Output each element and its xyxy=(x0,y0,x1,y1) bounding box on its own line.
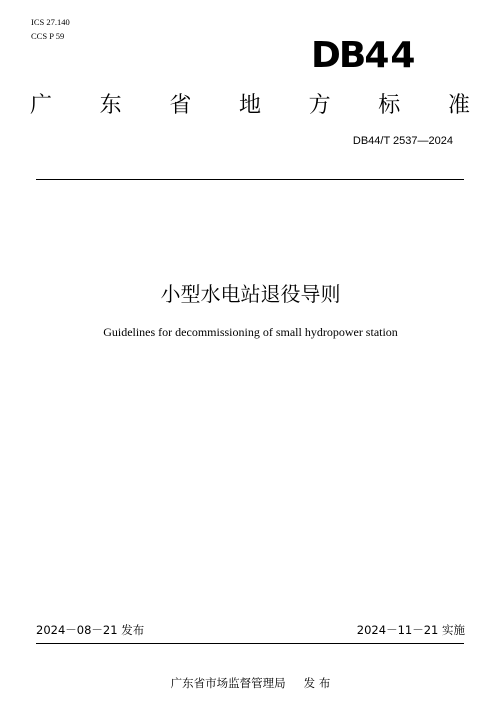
standard-type-char: 地 xyxy=(238,93,261,118)
standard-type-char: 方 xyxy=(308,93,331,118)
implement-date: 2024－11－21 实施 xyxy=(356,623,465,637)
header-divider xyxy=(36,179,464,180)
ics-code: ICS 27.140 xyxy=(31,17,70,27)
standard-type-char: 广 xyxy=(30,93,53,118)
issuer-line xyxy=(0,675,501,691)
db44-logo xyxy=(311,36,416,76)
title-chinese: 小型水电站退役导则 xyxy=(160,282,341,306)
standard-type-char: 准 xyxy=(447,93,470,118)
publish-date: 2024－08－21 发布 xyxy=(36,623,145,637)
classification-codes xyxy=(31,15,70,43)
standard-type-heading xyxy=(30,91,470,121)
standard-type-char: 省 xyxy=(169,93,192,118)
footer-divider xyxy=(36,643,464,644)
ccs-code: CCS P 59 xyxy=(31,31,65,41)
standard-number: DB44/T 2537—2024 xyxy=(352,135,453,147)
issuer-organization: 广东省市场监督管理局 xyxy=(170,676,286,690)
standard-type-char: 标 xyxy=(378,93,401,118)
issuer-action: 发 布 xyxy=(303,676,331,690)
logo-number-text: 44 xyxy=(364,35,417,76)
title-english: Guidelines for decommissioning of small hydropower station xyxy=(103,325,398,339)
standard-type-char: 东 xyxy=(99,93,122,118)
logo-db-text: DB xyxy=(311,35,365,76)
